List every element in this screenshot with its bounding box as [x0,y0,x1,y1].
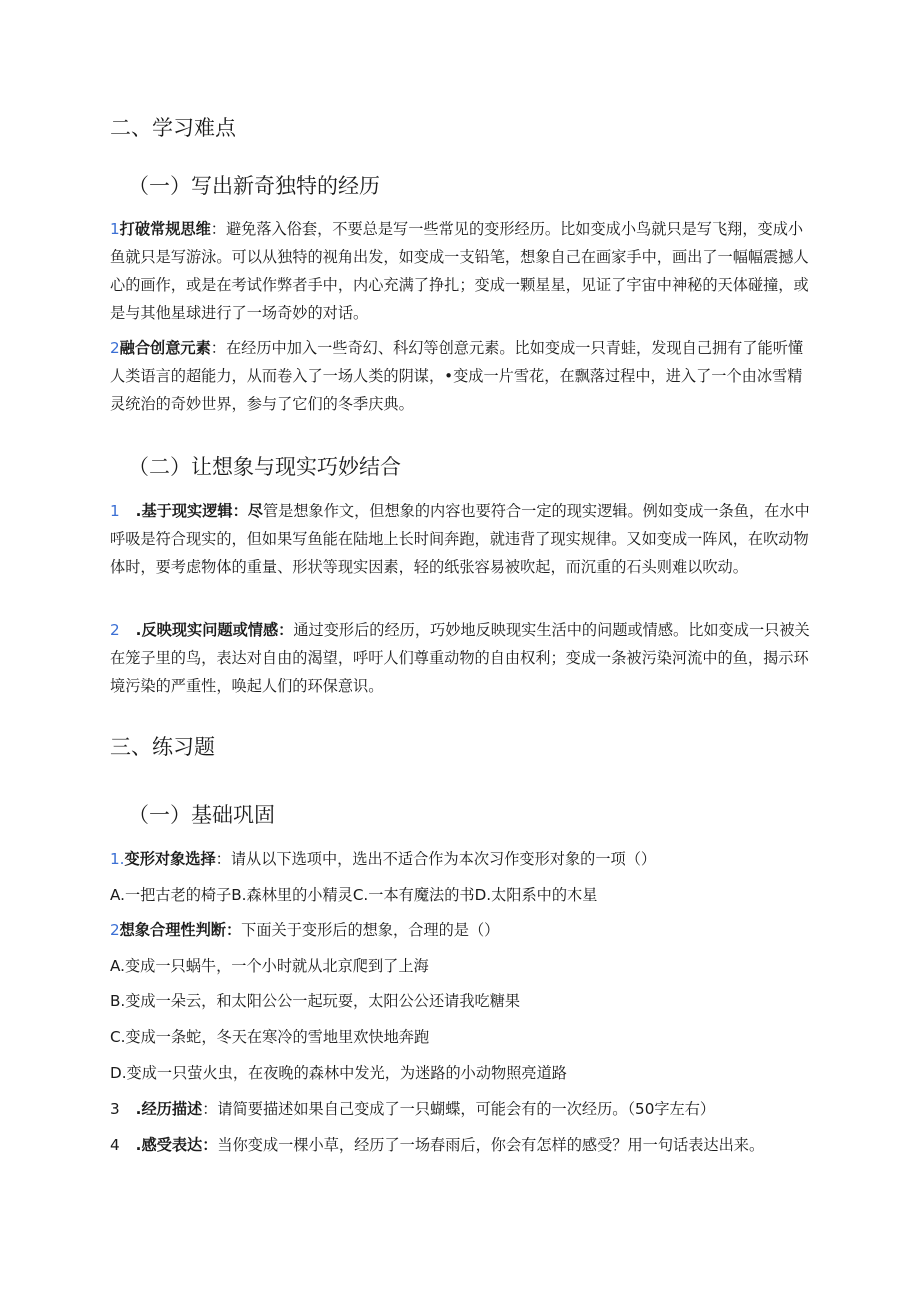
question-text: 下面关于变形后的想象，合理的是（） [241,921,500,939]
item-text: 管是想象作文，但想象的内容也要符合一定的现实逻辑。例如变成一条鱼，在水中呼吸是符合现实的，但如果写鱼能在陆地上长时间奔跑，就违背了现实规律。又如变成一阵风，在吹动物体时，要考虑物体的重量、形状等现实因素，轻的纸张容易被吹起，而沉重的石头则难以吹动。 [110,502,810,576]
question-text: 请从以下选项中，选出不适合作为本次习作变形对象的一项（） [230,850,657,868]
question-text: 请简要描述如果自己变成了一只蝴蝶，可能会有的一次经历。（50字左右） [217,1100,716,1118]
question-number: 4 [110,1136,120,1154]
question-label: 想象合理性判断： [119,921,242,939]
item-number: 1 [110,220,120,238]
question-number: 2 [110,921,120,939]
question-label: .经历描述 [135,1100,203,1118]
question-1 [110,846,656,872]
section-heading-learning-difficulties: 二、学习难点 [110,116,236,140]
item-label: .基于现实逻辑：尽 [135,502,263,520]
option-b: B.变成一朵云，和太阳公公一起玩耍，太阳公公还请我吃糖果 [110,992,521,1010]
item-number: 2 [110,339,120,357]
question-text: 当你变成一棵小草，经历了一场春雨后，你会有怎样的感受？用一句话表达出来。 [217,1136,765,1154]
subheading-imagination-reality: （二）让想象与现实巧妙结合 [128,455,401,479]
subheading-basic-review: （一）基础巩固 [128,803,275,827]
question-2 [110,917,499,943]
question-separator: ： [215,850,231,868]
question-3 [110,1096,715,1122]
option-d: D.变成一只萤火虫，在夜晚的森林中发光，为迷路的小动物照亮道路 [110,1064,567,1082]
subheading-novel-experience: （一）写出新奇独特的经历 [128,174,380,198]
item-label: .反映现实问题或情感： [135,621,294,639]
question-number: 3 [110,1100,120,1118]
question-separator: ： [202,1100,218,1118]
list-item [110,616,812,700]
question-label: .感受表达： [135,1136,218,1154]
item-label: 融合创意元素 [119,339,211,357]
question-1-options: A.一把古老的椅子B.森林里的小精灵C.一本有魔法的书D.太阳系中的木星 [110,886,598,904]
item-label: 打破常规思维 [119,220,211,238]
item-text: 通过变形后的经历，巧妙地反映现实生活中的问题或情感。比如变成一只被关在笼子里的鸟，表达对自由的渴望，呼吁人们尊重动物的自由权利；变成一条被污染河流中的鱼，揭示环境污染的严重性，唤起人们的环保意识。 [110,621,810,695]
list-item [110,497,812,581]
question-4 [110,1132,764,1158]
question-label: 变形对象选择 [124,850,216,868]
list-item [110,334,812,418]
item-text: 避免落入俗套，不要总是写一些常见的变形经历。比如变成小鸟就只是写飞翔，变成小鱼就只是写游泳。可以从独特的视角出发，如变成一支铅笔，想象自己在画家手中，画出了一幅幅震撼人心的画作，或是在考试作弊者手中，内心充满了挣扎；变成一颗星星，见证了宇宙中神秘的天体碰撞，或是与其他星球进行了一场奇妙的对话。 [110,220,809,322]
section-heading-exercises: 三、练习题 [110,735,215,759]
item-number: 1 [110,502,120,520]
option-c: C.变成一条蛇，冬天在寒冷的雪地里欢快地奔跑 [110,1028,430,1046]
item-text: 在经历中加入一些奇幻、科幻等创意元素。比如变成一只青蛙，发现自己拥有了能听懂人类语言的超能力，从而卷入了一场人类的阴谋，•变成一片雪花，在飘落过程中，进入了一个由冰雪精灵统治的奇妙世界，参与了它们的冬季庆典。 [110,339,804,413]
list-item [110,215,812,327]
item-number: 2 [110,621,120,639]
option-a: A.变成一只蜗牛，一个小时就从北京爬到了上海 [110,957,429,975]
item-separator: ： [210,220,226,238]
item-separator: ： [210,339,226,357]
question-number: 1. [110,850,125,868]
